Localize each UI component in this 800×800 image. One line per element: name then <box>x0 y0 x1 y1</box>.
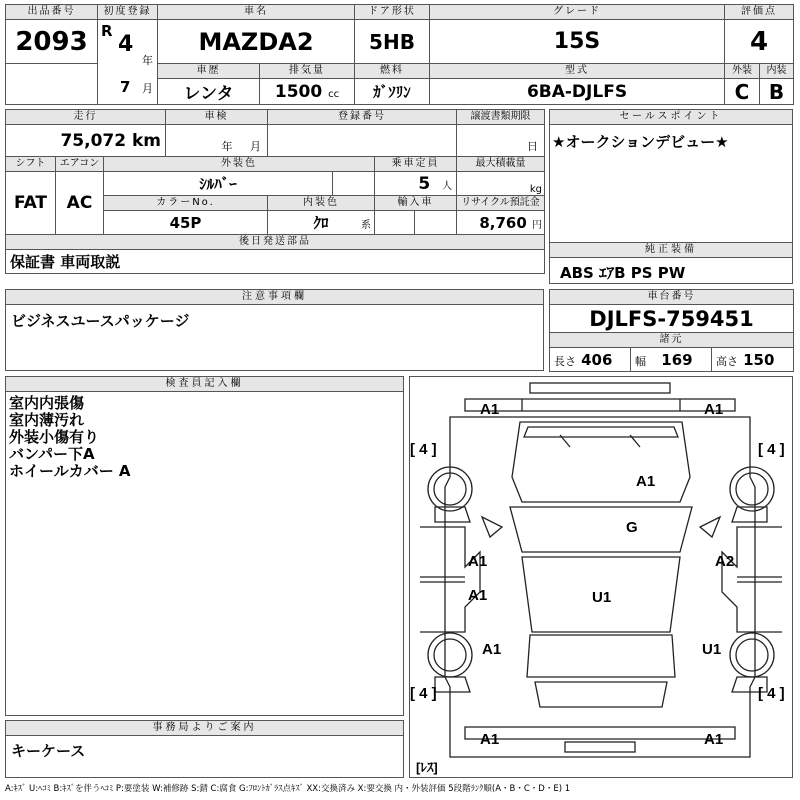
mark-tire-fr: [ 4 ] <box>758 441 785 458</box>
mileage-unit: km <box>131 130 162 151</box>
grade: 15S <box>430 20 725 64</box>
car-diagram-box <box>409 376 793 778</box>
office-box <box>5 720 404 778</box>
inspector-line: 室内薄汚れ <box>9 411 85 429</box>
shift-label: シフト <box>6 157 56 172</box>
reg-month: 7 <box>120 78 131 96</box>
mark-spare: [ﾚｽ] <box>416 760 438 775</box>
inspection-cell <box>166 125 268 157</box>
displacement-unit: cc <box>328 88 340 100</box>
mark-roof: U1 <box>592 589 612 606</box>
ac: AC <box>56 172 104 235</box>
import-a <box>375 211 415 235</box>
recycle: 8,760 <box>479 213 527 232</box>
color-no: 45P <box>104 211 268 235</box>
ac-label: エアコン <box>56 157 104 172</box>
height: 150 <box>743 351 775 369</box>
mark-rear-door-left: A1 <box>468 587 488 604</box>
capacity-label: 乗車定員 <box>375 157 457 172</box>
model-label: 型式 <box>430 64 725 79</box>
registration-number <box>268 125 457 157</box>
mark-windshield: G <box>626 519 638 536</box>
inspector-line: 外装小傷有り <box>9 428 100 446</box>
inspector-line: 室内内張傷 <box>9 394 85 412</box>
mark-rear-right: A1 <box>704 731 724 748</box>
reg-year: 4 <box>118 32 134 57</box>
inspection-month: 月 <box>250 140 262 153</box>
mark-rear-left: A1 <box>480 731 500 748</box>
displacement: 1500 <box>274 81 323 102</box>
fuel: ｶﾞｿﾘﾝ <box>355 79 430 105</box>
mark-rear-quarter-right: U1 <box>702 641 722 658</box>
inspector-line: バンパー下A <box>9 445 95 463</box>
length: 406 <box>581 351 613 369</box>
exterior-grade: C <box>725 79 760 105</box>
recycle-unit: 円 <box>532 219 543 231</box>
max-load-label: 最大積載量 <box>457 157 545 172</box>
width: 169 <box>661 351 693 369</box>
chassis-table <box>549 289 794 372</box>
mark-tire-rr: [ 4 ] <box>758 685 785 702</box>
mark-tire-rl: [ 4 ] <box>410 685 437 702</box>
car-name: MAZDA2 <box>158 20 355 64</box>
era: R <box>101 22 113 40</box>
fuel-label: 燃料 <box>355 64 430 79</box>
grade-label: グレード <box>430 5 725 20</box>
legend: A:ｷｽﾞ U:ﾍｺﾐ B:ｷｽﾞを伴うﾍｺﾐ P:要塗装 W:補修跡 S:錆 C:腐食 G:ﾌﾛﾝﾄｶﾞﾗｽ点ｷｽﾞ XX:交換済み X:要交換 内・外装評価 5段階ﾗﾝｸ順(A・B・C・D・E) 1 <box>5 784 571 794</box>
history-label: 車歴 <box>158 64 260 79</box>
int-color: ｸﾛ <box>313 214 329 232</box>
model: 6BA-DJLFS <box>430 79 725 105</box>
transfer-day: 日 <box>457 125 545 157</box>
sales-points-label: セールスポイント <box>550 110 792 125</box>
ext-color-label: 外装色 <box>104 157 375 172</box>
lot-number: 2093 <box>6 20 98 64</box>
displacement-label: 排気量 <box>260 64 355 79</box>
height-label: 高さ <box>716 355 738 368</box>
width-label: 幅 <box>635 355 646 368</box>
ext-color: ｼﾙﾊﾞｰ <box>104 172 333 196</box>
specs-label: 諸元 <box>550 333 794 348</box>
shift: FAT <box>6 172 56 235</box>
length-cell <box>550 348 631 372</box>
office-label: 事務局よりご案内 <box>6 721 403 736</box>
displacement-cell <box>260 79 355 105</box>
interior-grade: B <box>760 79 794 105</box>
chassis-number: DJLFS-759451 <box>550 305 794 333</box>
registration-label: 登録番号 <box>268 110 457 125</box>
first-reg-label: 初度登録 <box>98 5 158 20</box>
notes-label: 注意事項欄 <box>6 290 543 305</box>
door-label: ドア形状 <box>355 5 430 20</box>
inspection-label: 車検 <box>166 110 268 125</box>
mark-hood: A1 <box>636 473 656 490</box>
int-color-cell <box>268 211 375 235</box>
inspector-box <box>5 376 404 716</box>
ext-color-blank <box>333 172 375 196</box>
equipment-text: ABS ｴｱB PS PW <box>560 264 686 282</box>
color-no-label: カラーNo. <box>104 196 268 211</box>
history: レンタ <box>158 79 260 105</box>
capacity-unit: 人 <box>442 180 453 192</box>
inspector-lines <box>6 392 403 483</box>
int-color-unit: 系 <box>361 220 372 231</box>
first-reg-cell <box>98 20 158 105</box>
mark-front-left: A1 <box>480 401 500 418</box>
car-diagram <box>410 377 792 777</box>
details-table <box>5 109 545 274</box>
mileage-cell <box>6 125 166 157</box>
capacity-cell <box>375 172 457 196</box>
import-b <box>415 211 457 235</box>
recycle-cell <box>457 211 545 235</box>
chassis-label: 車台番号 <box>550 290 794 305</box>
mark-front-door-left: A1 <box>468 553 488 570</box>
mark-front-door-right: A2 <box>715 553 735 570</box>
mark-front-right: A1 <box>704 401 724 418</box>
inspector-label: 検査員記入欄 <box>6 377 403 392</box>
notes-text: ビジネスユースパッケージ <box>11 312 190 330</box>
month-unit: 月 <box>142 82 153 95</box>
door-type: 5HB <box>355 20 430 64</box>
header-table <box>5 4 794 105</box>
inspector-line: ホイールカバー A <box>9 462 131 480</box>
sales-points-text: ★オークションデビュー★ <box>552 133 729 151</box>
exterior-label: 外装 <box>725 64 760 79</box>
score-label: 評価点 <box>725 5 794 20</box>
mark-tire-fl: [ 4 ] <box>410 441 437 458</box>
import-label: 輸入車 <box>375 196 457 211</box>
mileage-label: 走行 <box>6 110 166 125</box>
equipment-label: 純正装備 <box>550 243 792 258</box>
notes-box <box>5 289 544 371</box>
lot-blank <box>6 64 98 105</box>
mark-rear-quarter-left: A1 <box>482 641 502 658</box>
recycle-label: リサイクル預託金 <box>457 196 545 211</box>
height-cell <box>712 348 794 372</box>
later-parts-label: 後日発送部品 <box>6 235 545 250</box>
year-unit: 年 <box>142 54 153 67</box>
later-parts: 保証書 車両取説 <box>6 250 545 274</box>
transfer-label: 譲渡書類期限 <box>457 110 545 125</box>
office-text: キーケース <box>11 742 86 760</box>
capacity: 5 <box>418 173 431 194</box>
max-load-unit: kg <box>457 172 545 196</box>
inspection-year: 年 <box>221 140 233 153</box>
equipment-box <box>549 242 793 284</box>
mileage: 75,072 <box>60 130 127 151</box>
int-color-label: 内装色 <box>268 196 375 211</box>
score: 4 <box>725 20 794 64</box>
interior-label: 内装 <box>760 64 794 79</box>
car-name-label: 車名 <box>158 5 355 20</box>
length-label: 長さ <box>554 355 576 368</box>
lot-number-label: 出品番号 <box>6 5 98 20</box>
width-cell <box>631 348 712 372</box>
